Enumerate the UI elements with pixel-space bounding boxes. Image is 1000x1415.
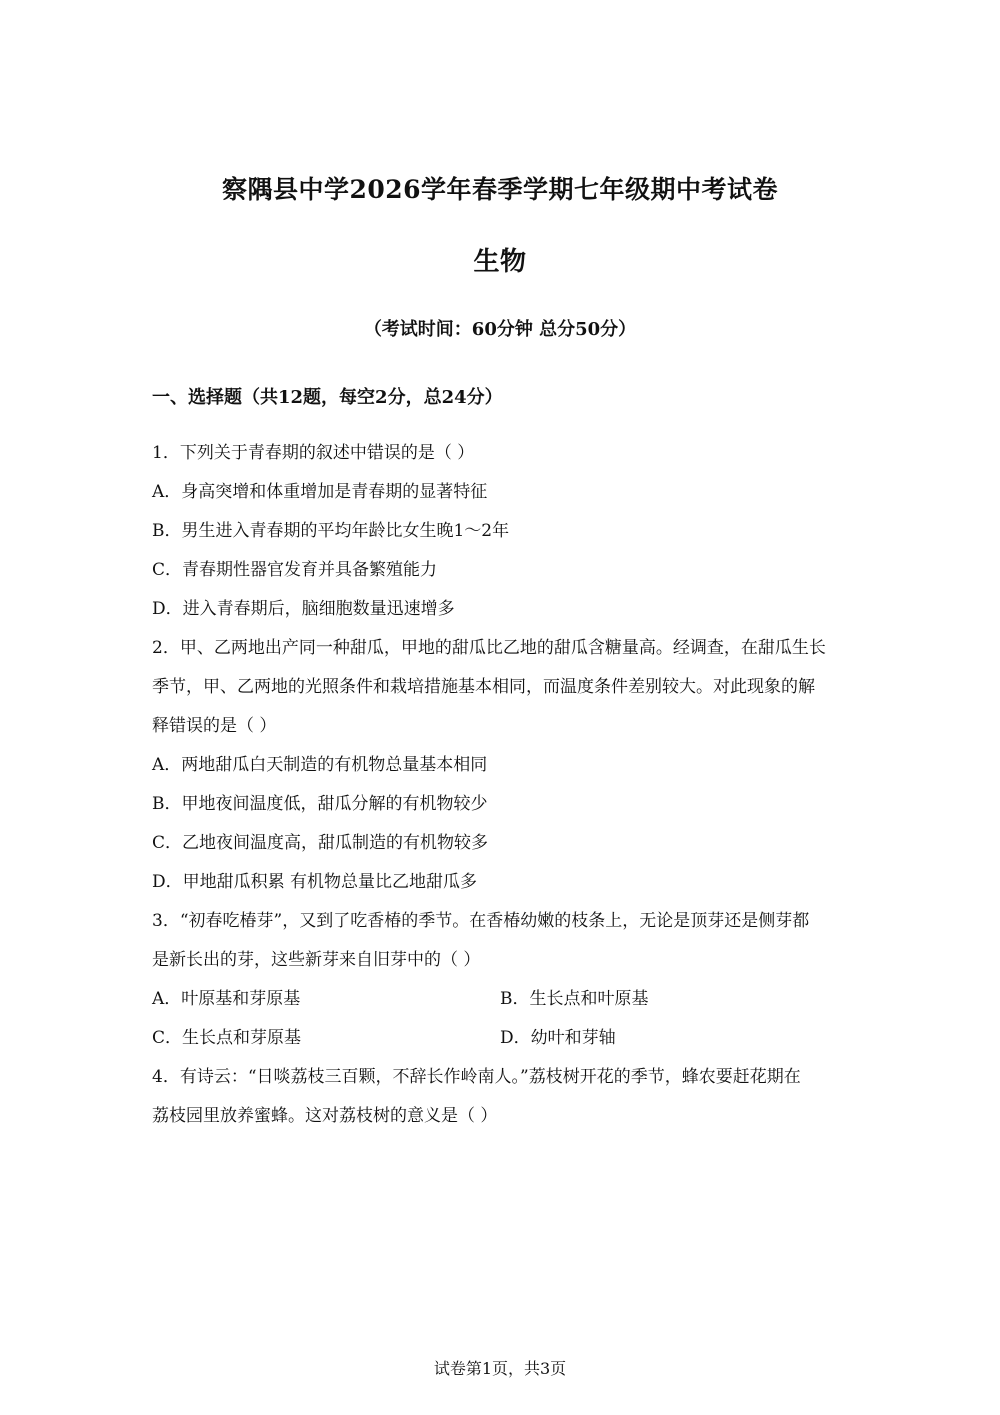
option-a: A．两地甜瓜白天制造的有机物总量基本相同 bbox=[152, 755, 488, 775]
option-row bbox=[152, 980, 852, 1019]
option-b: B．甲地夜间温度低，甜瓜分解的有机物较少 bbox=[152, 794, 488, 814]
question-text: 荔枝园里放养蜜蜂。这对荔枝树的意义是（ ） bbox=[152, 1106, 498, 1126]
exam-title: 察隅县中学2026学年春季学期七年级期中考试卷 bbox=[221, 175, 779, 204]
question-text: 是新长出的芽，这些新芽来自旧芽中的（ ） bbox=[152, 950, 481, 970]
option-d: D．甲地甜瓜积累 有机物总量比乙地甜瓜多 bbox=[152, 872, 478, 892]
page-footer: 试卷第1页，共3页 bbox=[433, 1359, 567, 1378]
question-text: 3．“初春吃椿芽”，又到了吃香椿的季节。在香椿幼嫩的枝条上，无论是顶芽还是侧芽都 bbox=[152, 911, 810, 931]
question-list bbox=[152, 434, 852, 1136]
question-2 bbox=[152, 629, 852, 902]
question-1 bbox=[152, 434, 852, 629]
option-c: C．生长点和芽原基 bbox=[152, 1028, 302, 1048]
question-text: 1．下列关于青春期的叙述中错误的是（ ） bbox=[152, 443, 475, 463]
option-b: B．生长点和叶原基 bbox=[500, 989, 649, 1009]
question-text: 2．甲、乙两地出产同一种甜瓜，甲地的甜瓜比乙地的甜瓜含糖量高。经调查，在甜瓜生长 bbox=[152, 638, 826, 658]
question-3 bbox=[152, 902, 852, 1058]
option-b: B．男生进入青春期的平均年龄比女生晚1～2年 bbox=[152, 521, 510, 541]
option-c: C．青春期性器官发育并具备繁殖能力 bbox=[152, 560, 438, 580]
section-heading: 一、选择题（共12题，每空2分，总24分） bbox=[152, 387, 503, 408]
question-4 bbox=[152, 1058, 852, 1136]
subject-title: 生物 bbox=[473, 247, 527, 277]
option-row bbox=[152, 1019, 852, 1058]
exam-info: （考试时间：60分钟 总分50分） bbox=[363, 319, 637, 340]
question-text: 季节，甲、乙两地的光照条件和栽培措施基本相同，而温度条件差别较大。对此现象的解 bbox=[152, 677, 815, 697]
option-d: D．进入青春期后，脑细胞数量迅速增多 bbox=[152, 599, 455, 619]
option-a: A．身高突增和体重增加是青春期的显著特征 bbox=[152, 482, 488, 502]
option-c: C．乙地夜间温度高，甜瓜制造的有机物较多 bbox=[152, 833, 489, 853]
question-text: 释错误的是（ ） bbox=[152, 716, 277, 736]
option-d: D．幼叶和芽轴 bbox=[500, 1028, 616, 1048]
option-a: A．叶原基和芽原基 bbox=[152, 989, 301, 1009]
question-text: 4．有诗云：“日啖荔枝三百颗，不辞长作岭南人。”荔枝树开花的季节，蜂农要赶花期在 bbox=[152, 1067, 801, 1087]
